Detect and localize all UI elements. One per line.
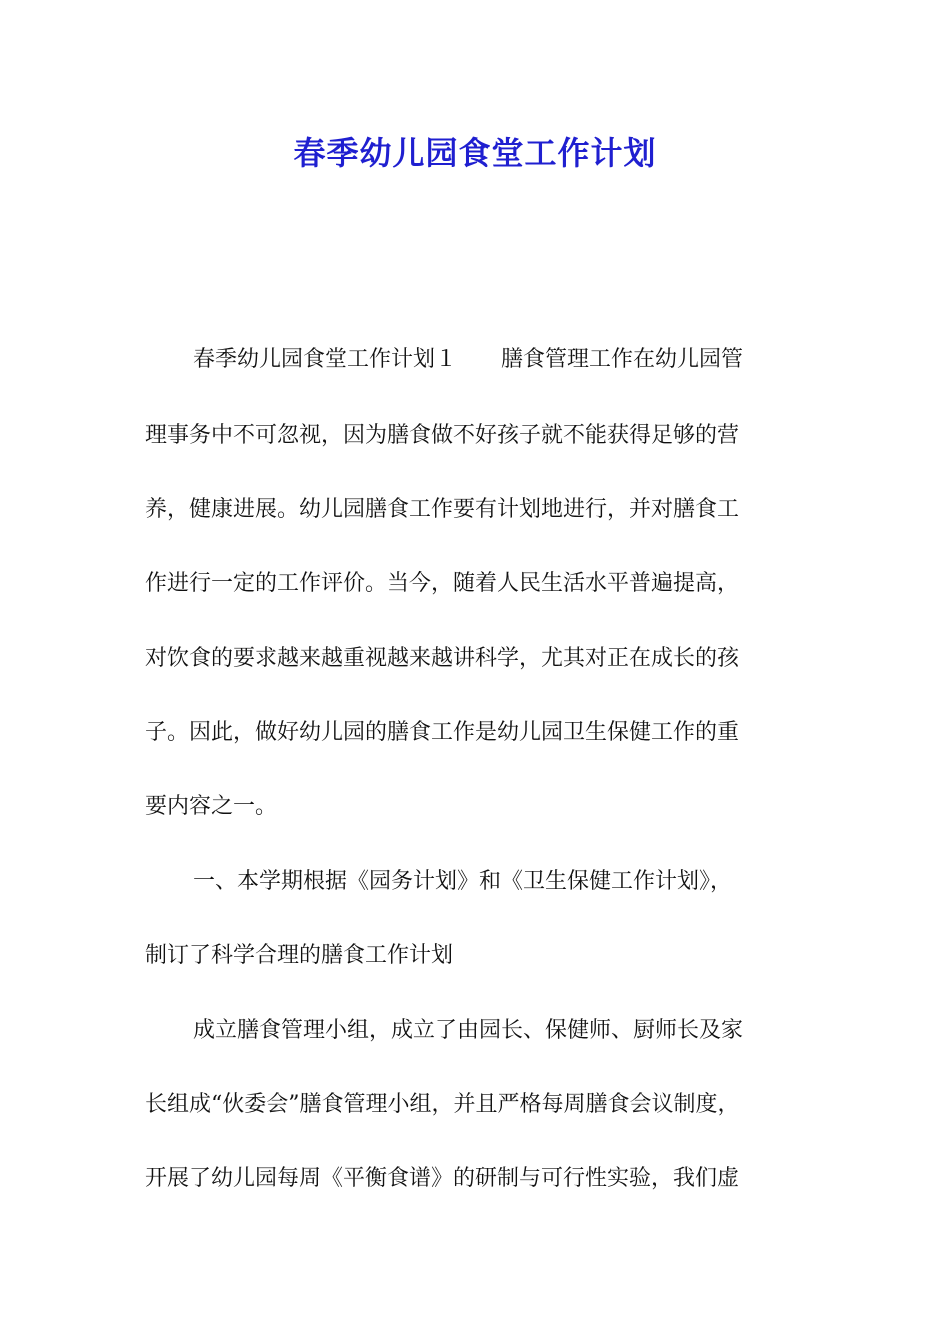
body-line-7: 要内容之一。	[145, 794, 278, 819]
body-line-8: 成立膳食管理小组，成立了由园长、保健师、厨师长及家	[193, 1018, 744, 1043]
body-line-4: 作进行一定的工作评价。当今，随着人民生活水平普遍提高，	[145, 571, 740, 596]
body-line-6: 子。因此，做好幼儿园的膳食工作是幼儿园卫生保健工作的重	[145, 720, 740, 745]
body-line-5: 对饮食的要求越来越重视越来越讲科学，尤其对正在成长的孩	[145, 646, 740, 671]
body-line-9: 长组成“伙委会”膳食管理小组，并且严格每周膳食会议制度，	[145, 1092, 740, 1117]
body-line-2: 理事务中不可忽视，因为膳食做不好孩子就不能获得足够的营	[145, 423, 740, 448]
body-line-10: 开展了幼儿园每周《平衡食谱》的研制与可行性实验，我们虚	[145, 1166, 740, 1191]
body-line-1: 春季幼儿园食堂工作计划１ 膳食管理工作在幼儿园管	[193, 347, 744, 372]
section-heading-line-2: 制订了科学合理的膳食工作计划	[145, 943, 454, 968]
body-line-3: 养，健康进展。幼儿园膳食工作要有计划地进行，并对膳食工	[145, 497, 740, 522]
section-heading-line-1: 一、本学期根据《园务计划》和《卫生保健工作计划》，	[193, 869, 733, 894]
document-title: 春季幼儿园食堂工作计划	[293, 134, 657, 172]
